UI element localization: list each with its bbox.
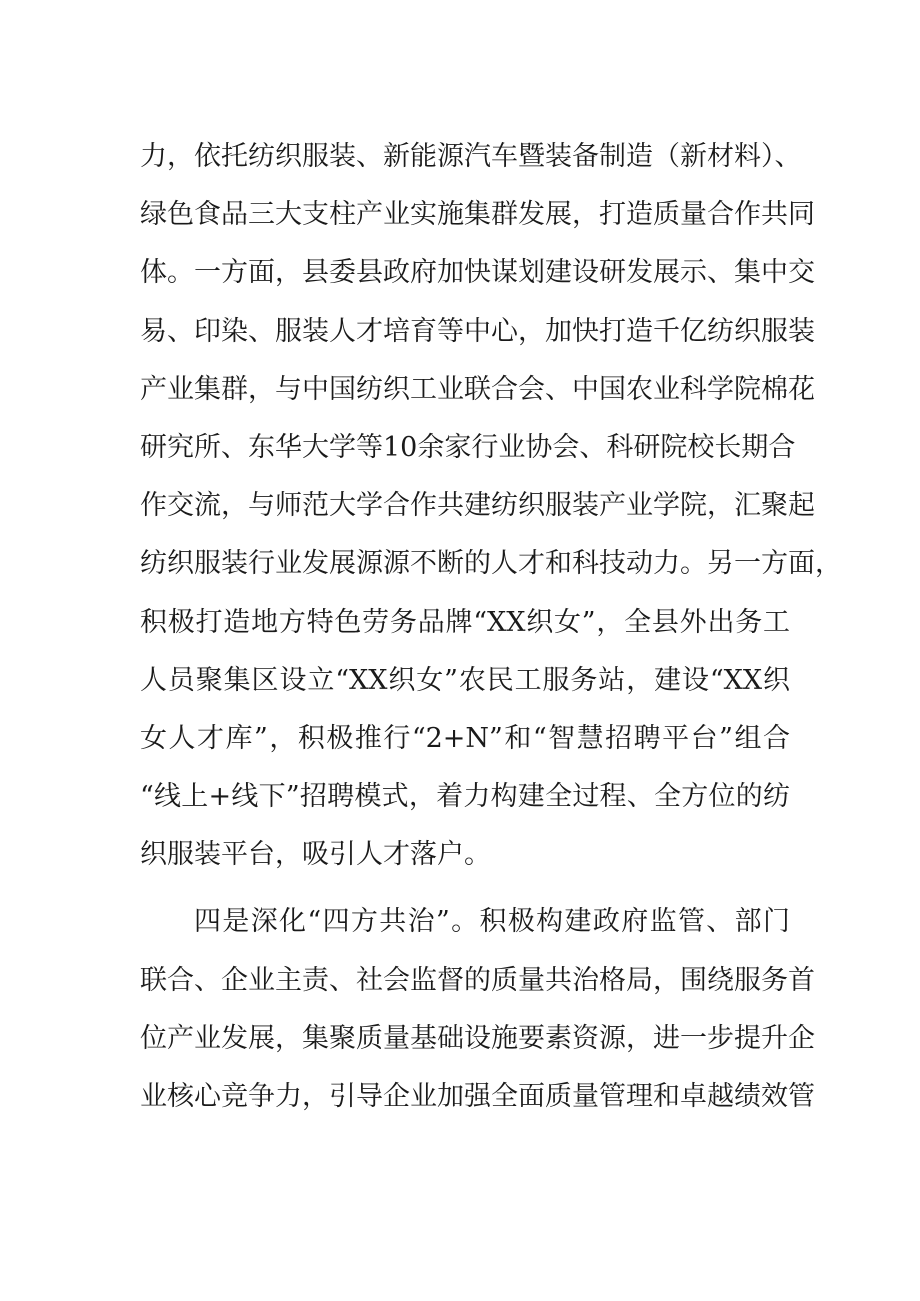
text-line: 体。一方面，县委县政府加快谋划建设研发展示、集中交: [140, 257, 815, 289]
paragraph-2: [140, 893, 815, 1126]
text-line: 业核心竞争力，引导企业加强全面质量管理和卓越绩效管: [140, 1081, 815, 1112]
paragraph-1: [140, 128, 842, 884]
text-line: 人员聚集区设立“XX织女”农民工服务站，建设“XX织: [140, 664, 790, 696]
text-line: 纺织服装行业发展源源不断的人才和科技动力。另一方面，: [140, 548, 842, 580]
text-line: 产业集群，与中国纺织工业联合会、中国农业科学院棉花: [140, 373, 815, 405]
text-line: 女人才库”，积极推行“2+N”和“智慧招聘平台”组合: [140, 722, 790, 754]
text-line: 力，依托纺织服装、新能源汽车暨装备制造（新材料）、: [140, 141, 802, 172]
text-line: 联合、企业主责、社会监督的质量共治格局，围绕服务首: [140, 964, 815, 996]
text-line: 位产业发展，集聚质量基础设施要素资源，进一步提升企: [140, 1022, 815, 1054]
paragraph-spacer: [140, 884, 790, 893]
text-line: 易、印染、服装人才培育等中心，加快打造千亿纺织服装: [140, 315, 815, 347]
text-line: 织服装平台，吸引人才落户。: [140, 839, 491, 871]
text-line: 四是深化“四方共治”。积极构建政府监管、部门: [194, 906, 790, 938]
text-line: 作交流，与师范大学合作共建纺织服装产业学院，汇聚起: [140, 490, 815, 522]
text-line: “线上+线下”招聘模式，着力构建全过程、全方位的纺: [140, 781, 790, 813]
text-line: 研究所、东华大学等10余家行业协会、科研院校长期合: [140, 431, 796, 463]
text-line: 积极打造地方特色劳务品牌“XX织女”，全县外出务工: [140, 606, 790, 638]
body-text: [140, 128, 842, 1126]
text-line: 绿色食品三大支柱产业实施集群发展，打造质量合作共同: [140, 199, 815, 231]
